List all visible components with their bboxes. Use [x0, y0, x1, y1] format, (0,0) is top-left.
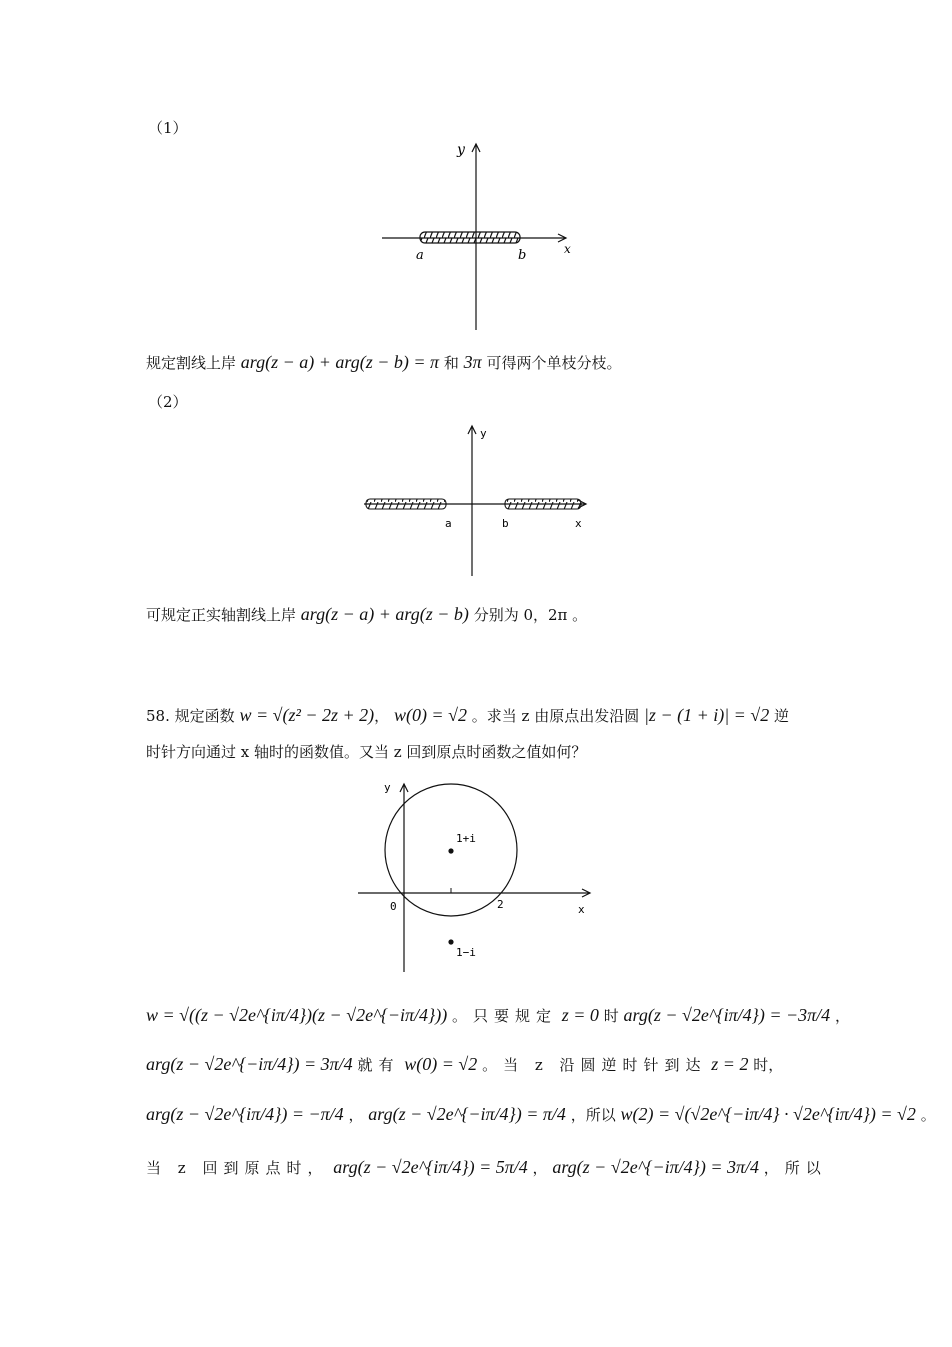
part1-value: 3π: [463, 352, 482, 372]
solution-line2: [146, 1054, 783, 1075]
solution-line1: [146, 1005, 850, 1026]
point-a-label: a: [445, 517, 452, 530]
problem58-function: w = √(z² − 2z + 2): [239, 705, 375, 725]
part2-formula: arg(z − a) + arg(z − b): [300, 604, 469, 624]
solution-l3-arg2: arg(z − √2e^{−iπ/4}) = π/4: [368, 1104, 566, 1124]
figure-circle-path: [344, 776, 608, 976]
center-label: 1+i: [456, 832, 476, 845]
solution-l3-arg1: arg(z − √2e^{iπ/4}) = −π/4: [146, 1104, 344, 1124]
part1-statement: [146, 352, 621, 373]
point-b-label: b: [518, 248, 527, 263]
problem58-line1: 58. 规定函数 w = √(z² − 2z + 2)， w(0) = √2 。求当 z 由原点出发沿圆 |z − (1 + i)| = √2 逆: [146, 705, 789, 725]
two-label: 2: [497, 898, 504, 911]
part1-text-mid: 和: [443, 354, 459, 372]
y-axis-label: y: [384, 781, 391, 794]
solution-l4-arg2: arg(z − √2e^{−iπ/4}) = 3π/4: [552, 1157, 760, 1177]
left-branch-cut: [366, 499, 446, 509]
problem58-line1-pre: 规定函数: [174, 707, 235, 725]
solution-l4-arg1: arg(z − √2e^{iπ/4}) = 5π/4: [333, 1157, 528, 1177]
origin-label: 0: [390, 900, 397, 913]
part1-formula: arg(z − a) + arg(z − b) = π: [240, 352, 440, 372]
x-axis-label: x: [575, 517, 582, 530]
problem58-condition: w(0) = √2: [393, 705, 467, 725]
solution-line3: [146, 1104, 936, 1125]
right-branch-cut: [505, 499, 581, 509]
solution-l1-arg: arg(z − √2e^{iπ/4}) = −3π/4: [623, 1005, 831, 1025]
part1-text-pre: 规定割线上岸: [146, 354, 237, 372]
solution-l4-comma: ，: [532, 1159, 548, 1177]
solution-l3-result: w(2) = √(√2e^{−iπ/4} · √2e^{iπ/4}) = √2: [620, 1104, 916, 1124]
solution-l1-text: 。只要规定: [451, 1007, 557, 1025]
solution-l1-cond: z = 0: [561, 1005, 599, 1025]
solution-l4-end: ，所以: [763, 1159, 827, 1177]
branch-cut: [420, 232, 520, 243]
solution-l3-end: 。: [920, 1106, 936, 1124]
part2-text-post: 分别为 0，2π 。: [473, 606, 588, 624]
problem58-circle: |z − (1 + i)| = √2: [643, 705, 770, 725]
problem58-number: 58.: [146, 707, 170, 725]
figure-branch-cut-2: [360, 422, 592, 580]
solution-l2-result: w(0) = √2: [404, 1054, 478, 1074]
solution-l3-text: ，所以: [570, 1106, 616, 1124]
y-axis-label: y: [480, 427, 487, 440]
part1-label: （1）: [148, 119, 188, 137]
solution-l2-z: z = 2: [711, 1054, 749, 1074]
center-point: [448, 848, 453, 853]
x-axis-label: x: [578, 903, 585, 916]
problem58-line1-mid: 。求当 z 由原点出发沿圆: [471, 707, 640, 725]
solution-l1-end: ，: [834, 1007, 850, 1025]
part2-statement: [146, 604, 587, 625]
conjugate-point: [448, 939, 453, 944]
problem58-line1-post: 逆: [773, 707, 789, 725]
x-axis-label: x: [564, 242, 571, 256]
conjugate-label: 1−i: [456, 946, 476, 959]
solution-l2-end: 时，: [753, 1056, 784, 1074]
point-a-label: a: [416, 248, 424, 263]
solution-line4: [146, 1157, 827, 1178]
solution-l4-text: 当 z 回到原点时，: [146, 1159, 329, 1177]
solution-l2-text2: 。当 z 沿圆逆时针到达: [482, 1056, 707, 1074]
part2-label: （2）: [148, 393, 188, 411]
y-axis-label: y: [457, 142, 465, 158]
point-b-label: b: [502, 517, 509, 530]
part2-text-pre: 可规定正实轴割线上岸: [146, 606, 297, 624]
solution-w-formula: w = √((z − √2e^{iπ/4})(z − √2e^{−iπ/4})): [146, 1005, 448, 1025]
solution-l3-comma: ，: [348, 1106, 364, 1124]
solution-l1-when: 时: [603, 1007, 619, 1025]
part1-text-post: 可得两个单枝分枝。: [486, 354, 622, 372]
problem58-line2: 时针方向通过 x 轴时的函数值。又当 z 回到原点时函数之值如何？: [146, 743, 587, 761]
figure-branch-cut-1: [376, 138, 576, 334]
solution-l2-text: 就有: [357, 1056, 400, 1074]
solution-l2-arg: arg(z − √2e^{−iπ/4}) = 3π/4: [146, 1054, 353, 1074]
